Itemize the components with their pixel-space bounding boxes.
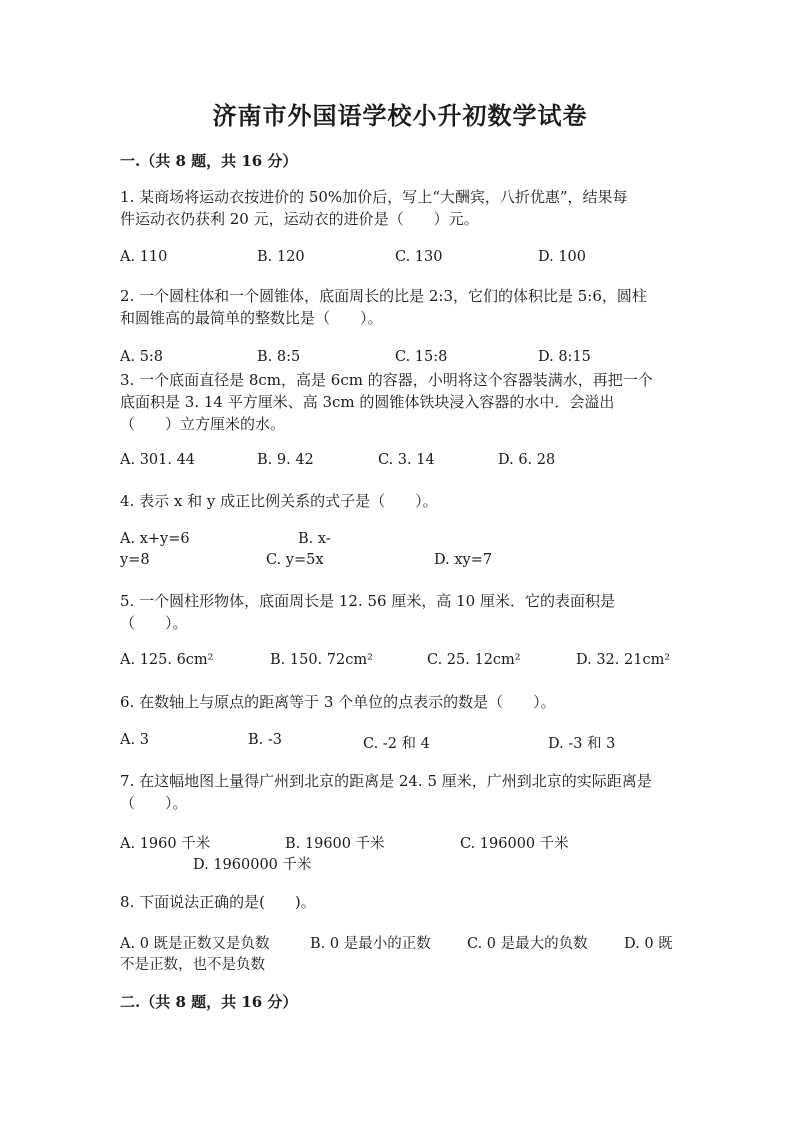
question-3-line-2: 底面积是 3. 14 平方厘米、高 3cm 的圆锥体铁块浸入容器的水中．会溢出: [120, 393, 615, 411]
question-1-line-1: 1. 某商场将运动衣按进价的 50%加价后，写上“大酬宾，八折优惠”，结果每: [120, 188, 628, 206]
question-7-option-a: A. 1960 千米: [120, 836, 211, 852]
page-title: 济南市外国语学校小升初数学试卷: [212, 101, 588, 130]
question-8-option-c: C. 0 是最大的负数: [467, 936, 588, 952]
question-3-option-d: D. 6. 28: [498, 452, 556, 468]
question-3-line-3: （ ）立方厘米的水。: [120, 415, 286, 433]
question-4-option-c: C. y=5x: [266, 552, 324, 568]
question-1-option-b: B. 120: [257, 249, 305, 265]
question-6-option-c: C. -2 和 4: [363, 736, 430, 752]
question-8-option-d: D. 0 既: [624, 936, 673, 952]
question-8-option-b: B. 0 是最小的正数: [310, 936, 431, 952]
question-5-option-c: C. 25. 12cm²: [427, 652, 521, 668]
question-1-line-2: 件运动衣仍获利 20 元，运动衣的进价是（ ）元。: [120, 210, 479, 228]
question-4-option-b-cont: y=8: [120, 552, 150, 568]
section-heading-1: 一.（共 8 题，共 16 分）: [120, 152, 298, 170]
question-8-option-a: A. 0 既是正数又是负数: [120, 936, 270, 952]
question-1-option-d: D. 100: [538, 249, 587, 265]
question-4-option-a: A. x+y=6: [120, 531, 190, 547]
question-7-option-b: B. 19600 千米: [285, 836, 385, 852]
question-3-option-a: A. 301. 44: [120, 452, 196, 468]
question-8-option-d-cont: 不是正数，也不是负数: [120, 957, 265, 973]
question-4-option-b: B. x-: [298, 531, 331, 547]
question-2-option-d: D. 8:15: [538, 349, 591, 365]
section-heading-2: 二.（共 8 题，共 16 分）: [120, 993, 298, 1011]
question-2-option-b: B. 8:5: [257, 349, 301, 365]
question-3-line-1: 3. 一个底面直径是 8cm，高是 6cm 的容器，小明将这个容器装满水，再把一个: [120, 371, 653, 389]
question-1-option-c: C. 130: [395, 249, 443, 265]
question-1-option-a: A. 110: [120, 249, 168, 265]
question-7-option-c: C. 196000 千米: [460, 836, 569, 852]
question-5-option-b: B. 150. 72cm²: [270, 652, 373, 668]
question-6-option-b: B. -3: [248, 732, 282, 748]
question-2-line-1: 2. 一个圆柱体和一个圆锥体，底面周长的比是 2:3，它们的体积比是 5:6，圆柱: [120, 287, 647, 305]
question-7-line-1: 7. 在这幅地图上量得广州到北京的距离是 24. 5 厘米，广州到北京的实际距离是: [120, 772, 652, 790]
question-5-option-a: A. 125. 6cm²: [120, 652, 214, 668]
question-5-line-1: 5. 一个圆柱形物体，底面周长是 12. 56 厘米，高 10 厘米．它的表面积是: [120, 592, 615, 610]
question-8-line-1: 8. 下面说法正确的是( )。: [120, 893, 316, 911]
question-5-option-d: D. 32. 21cm²: [576, 652, 671, 668]
question-5-line-2: （ ）。: [120, 614, 188, 632]
question-3-option-b: B. 9. 42: [257, 452, 314, 468]
question-3-option-c: C. 3. 14: [378, 452, 435, 468]
question-6-line-1: 6. 在数轴上与原点的距离等于 3 个单位的点表示的数是（ ）。: [120, 693, 556, 711]
question-2-option-a: A. 5:8: [120, 349, 164, 365]
question-7-option-d: D. 1960000 千米: [193, 857, 312, 873]
question-4-line-1: 4. 表示 x 和 y 成正比例关系的式子是（ ）。: [120, 492, 438, 510]
question-2-option-c: C. 15:8: [395, 349, 448, 365]
question-7-line-2: （ ）。: [120, 794, 188, 812]
question-6-option-d: D. -3 和 3: [548, 736, 616, 752]
question-4-option-d: D. xy=7: [434, 552, 493, 568]
question-2-line-2: 和圆锥高的最简单的整数比是（ ）。: [120, 309, 383, 327]
question-6-option-a: A. 3: [120, 732, 149, 748]
